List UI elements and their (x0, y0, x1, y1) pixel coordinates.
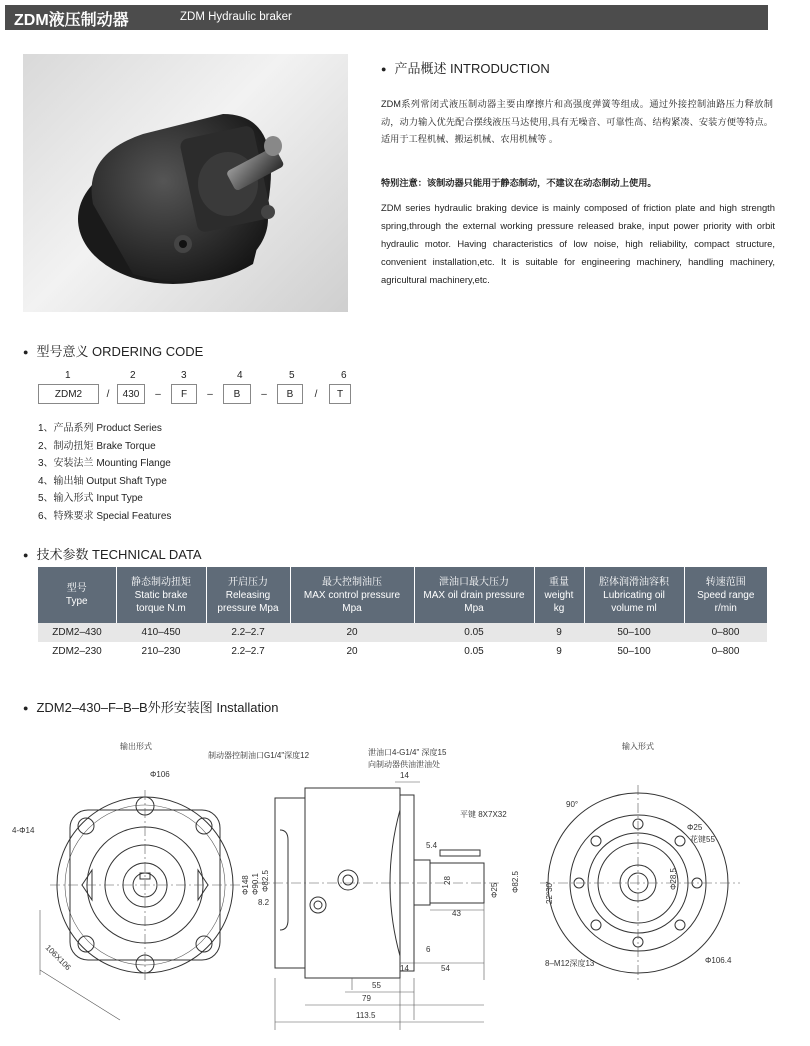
ordering-item: 1、产品系列 Product Series (38, 423, 162, 434)
position-number: 4 (237, 370, 243, 381)
position-number: 5 (289, 370, 295, 381)
dim-14-bottom: 14 (400, 964, 409, 973)
table-cell: 9 (556, 646, 562, 657)
col-header-speed: 转速范围 Speed range r/min (684, 567, 767, 623)
col-header-oil-volume: 腔体润滑油容积 Lubricating oil volume ml (584, 567, 684, 623)
ordering-item: 6、特殊要求 Special Features (38, 510, 172, 522)
ordering-item: 5、输入形式 Input Type (38, 493, 143, 505)
output-form-label: 输出形式 (120, 742, 152, 751)
tech-data-table (38, 567, 767, 661)
dim-d28-5: Φ28.5 (669, 868, 678, 890)
table-cell: 0.05 (414, 623, 534, 642)
dim-square: 106X106 (43, 943, 73, 973)
dim-d106: Φ106 (150, 770, 170, 779)
key-label: 平键 8X7X32 (460, 810, 507, 819)
brake-illustration (23, 54, 348, 312)
position-number: 1 (65, 370, 71, 381)
table-cell: 2.2–2.7 (231, 646, 265, 657)
dim-d90: Φ90.1 (251, 873, 260, 895)
code-cell: 430 (117, 384, 145, 404)
ordering-item: 2、制动扭矩 Brake Torque (38, 440, 156, 452)
col-header-torque: 静态制动扭矩 Static brake torque N.m (116, 567, 206, 623)
intro-text-en: ZDM series hydraulic braking device is mainly composed of friction plate and high strength spring,through the external working pressure released brake, input power priority with orbit hydraulic motor. Having characteristics of low noise, high reliability, compact structure, convenient installation,etc. It is suitable for engineering machinery, handling machinery, agricultural machinery,etc. (381, 202, 775, 285)
code-separator: – (155, 388, 161, 400)
dim-8-2: 8.2 (258, 898, 270, 907)
input-view (540, 785, 740, 980)
dim-6: 6 (426, 945, 431, 954)
ordering-list (38, 420, 171, 526)
code-separator: – (207, 388, 213, 400)
dim-54: 54 (441, 964, 450, 973)
table-cell: 20 (290, 623, 414, 642)
dim-14-top: 14 (400, 771, 409, 780)
ordering-item: 4、输出轴 Output Shaft Type (38, 475, 167, 487)
code-separator: / (314, 388, 318, 400)
dim-holes: 4-Φ14 (12, 826, 35, 835)
dim-d25-input: Φ25 (687, 823, 703, 832)
header-title-en: ZDM Hydraulic braker (180, 11, 292, 23)
table-cell: 20 (346, 646, 358, 657)
code-cell: B (223, 384, 251, 404)
installation-drawing (0, 720, 810, 1040)
table-cell: 9 (534, 623, 584, 642)
code-cell: T (329, 384, 351, 404)
side-view (255, 782, 500, 1030)
position-number: 6 (341, 370, 347, 381)
table-cell: 0–800 (711, 646, 740, 657)
table-row (38, 642, 767, 661)
dim-m12: 8–M12深度13 (545, 959, 595, 968)
col-header-drain-pressure: 泄油口最大压力 MAX oil drain pressure Mpa (414, 567, 534, 623)
dim-spline: 花键55 (690, 835, 715, 844)
dim-79: 79 (362, 994, 371, 1003)
table-cell: ZDM2–430 (38, 623, 116, 642)
code-separator: / (106, 388, 110, 400)
table-row (38, 623, 767, 642)
dim-55: 55 (372, 981, 381, 990)
dim-d25: Φ25 (490, 882, 499, 898)
position-number: 2 (130, 370, 136, 381)
col-header-weight: 重量 weight kg (534, 567, 584, 623)
dim-d82-top: Φ82.5 (261, 870, 270, 892)
table-cell: 50–100 (584, 623, 684, 642)
dim-22deg: 22°30' (545, 881, 554, 904)
ordering-item: 3、安装法兰 Mounting Flange (38, 458, 171, 470)
product-photo (23, 54, 348, 312)
table-cell: 50–100 (617, 646, 651, 657)
drain-label-2: 向制动器供油泄油处 (368, 760, 440, 769)
dim-90deg: 90° (566, 800, 579, 809)
table-header-row (38, 567, 767, 623)
input-form-label: 输入形式 (622, 742, 654, 751)
intro-text-cn: ZDM系列常闭式液压制动器主要由摩擦片和高强度弹簧等组成。通过外接控制油路压力释放制动，动力输入优先配合摆线液压马达使用,具有无噪音、可靠性高、结构紧凑、安装方便等特点。适用于工程机械、搬运机械、农用机械等 。 (381, 99, 773, 144)
intro-note: 特别注意：该制动器只能用于静态制动，不建议在动态制动上使用。 (381, 178, 657, 188)
dim-43: 43 (452, 909, 461, 918)
col-header-releasing: 开启压力 Releasing pressure Mpa (206, 567, 290, 623)
table-cell: 0.05 (464, 646, 484, 657)
dim-28: 28 (443, 876, 452, 885)
col-header-control-pressure: 最大控制油压 MAX control pressure Mpa (290, 567, 414, 623)
position-number: 3 (181, 370, 187, 381)
output-view (40, 790, 240, 1020)
table-cell: 2.2–2.7 (206, 623, 290, 642)
code-cell: ZDM2 (38, 384, 99, 404)
code-cell: B (277, 384, 303, 404)
port-label: 制动器控制油口G1/4"深度12 (208, 751, 310, 760)
dim-d82-right: Φ82.5 (511, 871, 520, 893)
table-cell: 410–450 (116, 623, 206, 642)
table-cell: 210–230 (141, 646, 181, 657)
code-separator: – (261, 388, 267, 400)
intro-title: ● 产品概述 INTRODUCTION (381, 58, 550, 77)
tech-title: ● 技术参数 TECHNICAL DATA (23, 544, 202, 563)
table-cell: ZDM2–230 (52, 646, 102, 657)
dim-d106-4: Φ106.4 (705, 956, 732, 965)
dim-113-5: 113.5 (356, 1011, 376, 1020)
dim-d148: Φ148 (241, 875, 250, 895)
dim-5-4: 5.4 (426, 841, 438, 850)
table-cell: 0–800 (684, 623, 767, 642)
code-cell: F (171, 384, 197, 404)
drain-label: 泄油口4-G1/4" 深度15 (368, 748, 447, 757)
installation-title: ● ZDM2–430–F–B–B外形安装图 Installation (23, 697, 278, 716)
header-title-cn: ZDM液压制动器 (14, 12, 129, 29)
ordering-title: ● 型号意义 ORDERING CODE (23, 341, 203, 360)
col-header-type: 型号 Type (38, 567, 116, 623)
